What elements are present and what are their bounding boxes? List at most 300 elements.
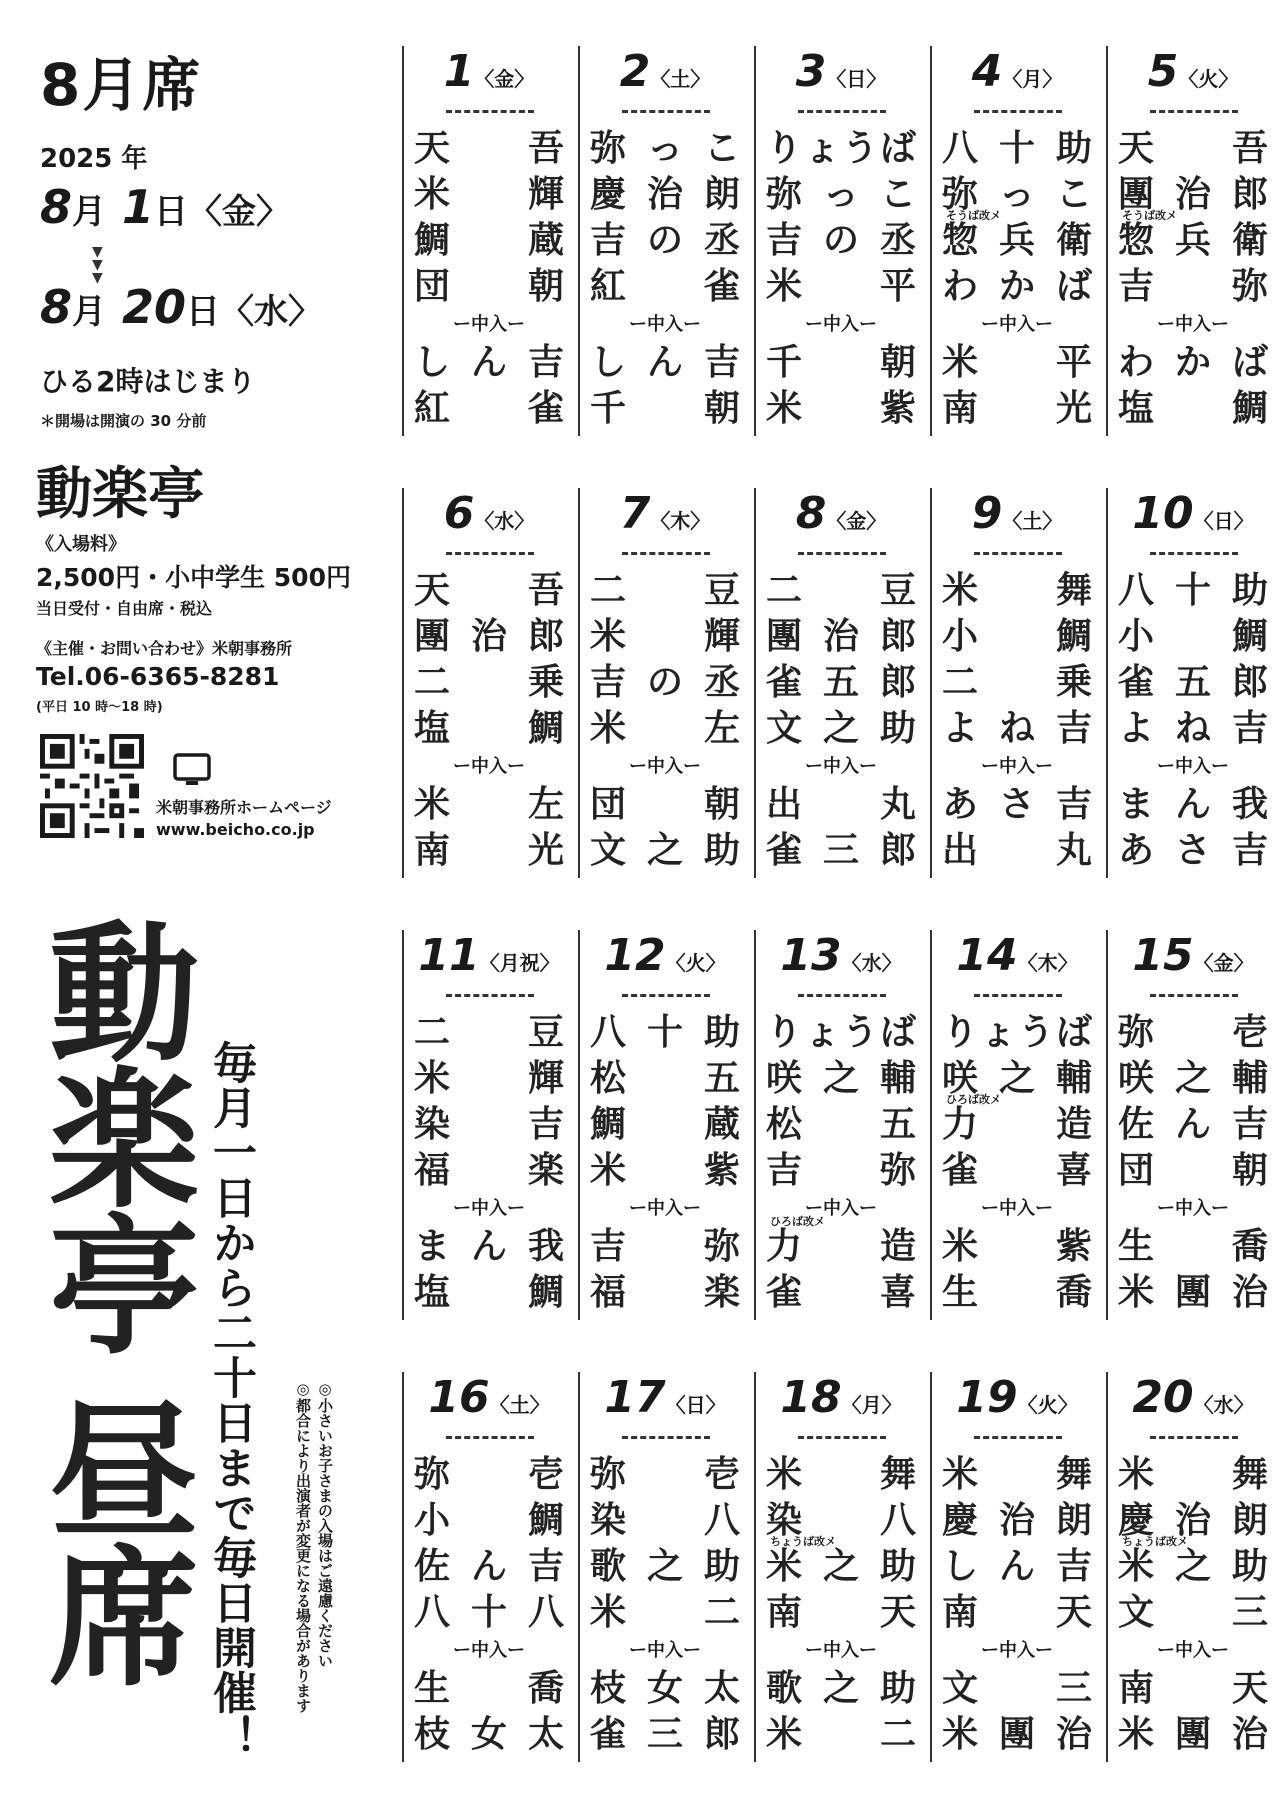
day-divider [798, 552, 886, 555]
performer-name: 米 左 [590, 708, 740, 749]
day-number: 18 [780, 1372, 842, 1423]
performer-name: 松 五 [590, 1058, 740, 1099]
performer-name: 団 朝 [590, 784, 740, 825]
performer-row [1118, 126, 1268, 172]
performer-row [414, 1056, 564, 1102]
intermission-label: ー中入ー [453, 1198, 525, 1219]
performer-name: 力 造 [766, 1226, 916, 1267]
performer-name: 生 喬 [414, 1668, 564, 1709]
performer-name: 千 朝 [766, 342, 916, 383]
day-header [932, 1372, 1102, 1423]
performer-name: 米 舞 [766, 1454, 916, 1495]
performer-row [1118, 1590, 1268, 1636]
performer-name: 天 吾 [414, 570, 564, 611]
performer-row [590, 706, 740, 752]
performer-name: 米 紫 [766, 388, 916, 429]
performer-name: 弥 っ こ [942, 174, 1092, 215]
performer-name: 紅 雀 [414, 388, 564, 429]
performer-row [1118, 1666, 1268, 1712]
performer-list [942, 568, 1092, 874]
intermission-label: ー中入ー [1157, 756, 1229, 777]
performer-name: 雀 喜 [942, 1150, 1092, 1191]
performer-name: 小 鯛 [414, 1500, 564, 1541]
former-name-note: ちょうば改メ [770, 1535, 836, 1548]
day-divider [798, 1436, 886, 1439]
performer-list [1118, 1452, 1268, 1758]
performer-row [942, 1666, 1092, 1712]
performer-row [1118, 386, 1268, 432]
fee-note: 当日受付・自由席・税込 [36, 599, 213, 618]
day-header [404, 1372, 574, 1423]
performer-name: 米 左 [414, 784, 564, 825]
performer-name: 雀 三 郎 [766, 830, 916, 871]
performer-name: 雀 三 郎 [590, 1714, 740, 1755]
homepage-info [156, 797, 332, 841]
performer-name: 南 天 [1118, 1668, 1268, 1709]
performer-name: よ ね 吉 [942, 708, 1092, 749]
performer-name: 小 鯛 [942, 616, 1092, 657]
notes [286, 1380, 336, 1713]
performer-name: 弥 壱 [1118, 1012, 1268, 1053]
former-name-note: そうば改メ [1122, 209, 1177, 222]
day-number: 7 [619, 488, 651, 539]
performer-row [766, 1452, 916, 1498]
day-card [402, 930, 574, 1320]
performer-row [590, 1224, 740, 1270]
day-header [756, 488, 926, 539]
day-number: 2 [619, 46, 651, 97]
performer-name: 南 光 [414, 830, 564, 871]
performer-row [590, 340, 740, 386]
day-number: 19 [956, 1372, 1018, 1423]
performer-name: わ か ば [942, 266, 1092, 307]
day-weekday: 〈金〉 [1193, 951, 1254, 975]
intermission-label: ー中入ー [453, 756, 525, 777]
performer-row [590, 386, 740, 432]
day-card [402, 488, 574, 878]
performer-row [766, 1102, 916, 1148]
performer-name: ま ん 我 [1118, 784, 1268, 825]
performer-row [414, 1224, 564, 1270]
performer-name: 慶 治 朗 [590, 174, 740, 215]
performer-row [766, 1535, 916, 1590]
performer-name: 二 豆 [766, 570, 916, 611]
performer-name: り ょ う ば [942, 1012, 1092, 1053]
door-note: ＊開場は開演の 30 分前 [40, 412, 207, 430]
qr-code-icon[interactable] [40, 734, 144, 838]
performer-row [766, 126, 916, 172]
performer-name: 米 團 治 [1118, 1714, 1268, 1755]
performer-row [942, 264, 1092, 310]
performer-row [1118, 1224, 1268, 1270]
intermission-label: ー中入ー [629, 1640, 701, 1661]
intermission-label: ー中入ー [805, 314, 877, 335]
performer-name: 米 平 [766, 266, 916, 307]
intermission-label: ー中入ー [629, 1198, 701, 1219]
performer-list [1118, 126, 1268, 432]
performer-name: 雀 喜 [766, 1272, 916, 1313]
performer-list [766, 1010, 916, 1316]
performer-row [766, 1590, 916, 1636]
year: 2025 年 [40, 144, 148, 174]
performer-row [414, 340, 564, 386]
performer-row [414, 126, 564, 172]
performer-name: 米 紫 [590, 1150, 740, 1191]
day-weekday: 〈火〉 [1017, 1393, 1078, 1417]
performer-name: 弥 っ こ [590, 128, 740, 169]
former-name-note: ちょうば改メ [1122, 1535, 1188, 1548]
performer-name: 吉 弥 [766, 1150, 916, 1191]
performer-name: 慶 治 朗 [942, 1500, 1092, 1541]
performer-name: 南 天 [766, 1592, 916, 1633]
performer-row [414, 1452, 564, 1498]
intermission-label: ー中入ー [805, 1640, 877, 1661]
intermission-label: ー中入ー [629, 314, 701, 335]
performer-row [766, 614, 916, 660]
day-number: 11 [418, 930, 480, 981]
performer-list [942, 126, 1092, 432]
performer-list [942, 1452, 1092, 1758]
day-number: 14 [956, 930, 1018, 981]
day-divider [622, 1436, 710, 1439]
performer-name: 吉 弥 [1118, 266, 1268, 307]
performer-name: 団 朝 [414, 266, 564, 307]
performer-name: 南 天 [942, 1592, 1092, 1633]
daily-schedule-title: 毎月一日から二十日まで毎日開催！ [205, 1040, 256, 1760]
day-divider [446, 552, 534, 555]
day-header [756, 1372, 926, 1423]
performer-row [414, 1148, 564, 1194]
performer-name: 歌 之 助 [590, 1546, 740, 1587]
day-weekday: 〈水〉 [841, 951, 902, 975]
day-header [932, 488, 1102, 539]
day-header [580, 930, 750, 981]
performer-name: あ さ 吉 [1118, 830, 1268, 871]
performer-list [1118, 1010, 1268, 1316]
day-header [932, 46, 1102, 97]
day-weekday: 〈日〉 [826, 67, 887, 91]
performer-list [1118, 568, 1268, 874]
day-number: 5 [1147, 46, 1179, 97]
day-number: 1 [443, 46, 475, 97]
performer-name: 八 十 助 [590, 1012, 740, 1053]
performer-row [1118, 706, 1268, 752]
former-name-note: そうば改メ [946, 209, 1001, 222]
day-card [1106, 488, 1278, 878]
performer-row [766, 386, 916, 432]
note-changes: ◎都合により出演者が変更になる場合があります [294, 1380, 312, 1713]
performer-name: 染 吉 [414, 1104, 564, 1145]
performer-row [590, 614, 740, 660]
performer-name: 米 舞 [1118, 1454, 1268, 1495]
day-card [754, 1372, 926, 1762]
intermission-label: ー中入ー [805, 756, 877, 777]
performer-name: 雀 五 郎 [766, 662, 916, 703]
performer-name: 弥 壱 [414, 1454, 564, 1495]
day-card [930, 1372, 1102, 1762]
performer-row [590, 1010, 740, 1056]
performer-name: 文 之 助 [766, 708, 916, 749]
homepage-label: 米朝事務所ホームページ [156, 798, 332, 817]
day-weekday: 〈火〉 [665, 951, 726, 975]
day-header [1108, 930, 1278, 981]
performer-row [414, 660, 564, 706]
performer-name: 塩 鯛 [414, 1272, 564, 1313]
tel: Tel.06-6365-8281 [36, 662, 280, 691]
performer-list [590, 126, 740, 432]
organizer: 《主催・お問い合わせ》米朝事務所 [36, 639, 293, 658]
performer-row [942, 1270, 1092, 1316]
day-header [1108, 488, 1278, 539]
performer-name: 二 豆 [590, 570, 740, 611]
intermission-label: ー中入ー [981, 1198, 1053, 1219]
performer-name: 染 八 [590, 1500, 740, 1541]
performer-row [1118, 782, 1268, 828]
performer-name: 吉 の 丞 [766, 220, 916, 261]
performer-list [766, 126, 916, 432]
day-weekday: 〈金〉 [826, 509, 887, 533]
performer-row [1118, 1535, 1268, 1590]
performer-row [766, 340, 916, 386]
performer-row [414, 828, 564, 874]
day-header [932, 930, 1102, 981]
performer-row [414, 1498, 564, 1544]
performer-name: 生 喬 [1118, 1226, 1268, 1267]
performer-name: 咲 之 輔 [1118, 1058, 1268, 1099]
performer-row [590, 1452, 740, 1498]
day-weekday: 〈土〉 [650, 67, 711, 91]
performer-name: 弥 っ こ [766, 174, 916, 215]
day-header [580, 1372, 750, 1423]
former-name-note: ひろば改メ [770, 1215, 825, 1228]
performer-name: 松 五 [766, 1104, 916, 1145]
performer-list [766, 568, 916, 874]
performer-row [942, 209, 1092, 264]
performer-row [414, 1544, 564, 1590]
performer-name: 雀 五 郎 [1118, 662, 1268, 703]
performer-row [766, 660, 916, 706]
day-weekday: 〈月祝〉 [479, 951, 560, 975]
performer-list [590, 1452, 740, 1758]
performer-name: ま ん 我 [414, 1226, 564, 1267]
day-card [930, 930, 1102, 1320]
performer-name: 米 輝 [590, 616, 740, 657]
homepage-link[interactable]: www.beicho.co.jp [156, 820, 315, 839]
day-card [1106, 46, 1278, 436]
performer-name: 團 治 郎 [766, 616, 916, 657]
day-weekday: 〈日〉 [665, 1393, 726, 1417]
day-divider [974, 110, 1062, 113]
day-header [756, 930, 926, 981]
performer-row [1118, 209, 1268, 264]
performer-row [766, 706, 916, 752]
performer-row [1118, 568, 1268, 614]
day-card [930, 46, 1102, 436]
performer-row [590, 172, 740, 218]
day-header [580, 488, 750, 539]
performer-name: 力 造 [942, 1104, 1092, 1145]
intermission-label: ー中入ー [981, 314, 1053, 335]
performer-name: 福 楽 [590, 1272, 740, 1313]
day-header [1108, 1372, 1278, 1423]
performer-row [1118, 1712, 1268, 1758]
performer-name: 米 之 助 [766, 1546, 916, 1587]
day-number: 17 [604, 1372, 666, 1423]
day-weekday: 〈月〉 [841, 1393, 902, 1417]
performer-row [590, 568, 740, 614]
performer-name: 枝 女 太 [414, 1714, 564, 1755]
performer-row [414, 614, 564, 660]
day-card [578, 46, 750, 436]
performer-row [942, 706, 1092, 752]
down-arrows-icon: ▼ ▼ ▼ [92, 244, 103, 286]
day-card [754, 930, 926, 1320]
performer-row [414, 218, 564, 264]
day-number: 10 [1132, 488, 1194, 539]
performer-row [414, 172, 564, 218]
day-header [1108, 46, 1278, 97]
performer-name: 文 三 [1118, 1592, 1268, 1633]
day-divider [798, 994, 886, 997]
day-weekday: 〈火〉 [1178, 67, 1239, 91]
intermission-label: ー中入ー [981, 756, 1053, 777]
day-weekday: 〈水〉 [474, 509, 535, 533]
performer-row [590, 1056, 740, 1102]
day-card [402, 46, 574, 436]
performer-row [590, 1666, 740, 1712]
day-divider [1150, 110, 1238, 113]
performer-row [414, 782, 564, 828]
day-number: 16 [428, 1372, 490, 1423]
day-card [754, 488, 926, 878]
intermission-label: ー中入ー [629, 756, 701, 777]
performer-row [1118, 264, 1268, 310]
performer-name: よ ね 吉 [1118, 708, 1268, 749]
performer-list [414, 1010, 564, 1316]
performer-name: 米 團 治 [1118, 1272, 1268, 1313]
performer-name: 米 舞 [942, 570, 1092, 611]
performer-row [766, 1148, 916, 1194]
performer-name: 文 之 助 [590, 830, 740, 871]
performer-name: 佐 ん 吉 [1118, 1104, 1268, 1145]
day-divider [446, 994, 534, 997]
performer-name: 米 輝 [414, 1058, 564, 1099]
performer-list [414, 568, 564, 874]
performer-row [590, 264, 740, 310]
performer-row [1118, 1010, 1268, 1056]
performer-row [942, 828, 1092, 874]
performer-row [1118, 340, 1268, 386]
performer-row [942, 1010, 1092, 1056]
performer-name: 文 三 [942, 1668, 1092, 1709]
day-header [404, 488, 574, 539]
performer-name: 米 輝 [414, 174, 564, 215]
day-header [580, 46, 750, 97]
info-panel [0, 0, 400, 1809]
performer-row [414, 706, 564, 752]
day-number: 12 [604, 930, 666, 981]
performer-name: 出 丸 [942, 830, 1092, 871]
day-card [1106, 930, 1278, 1320]
performer-name: 吉 弥 [590, 1226, 740, 1267]
day-header [404, 46, 574, 97]
former-name-note: ひろば改メ [946, 1093, 1001, 1106]
day-card [754, 46, 926, 436]
day-card [930, 488, 1102, 878]
performer-row [766, 568, 916, 614]
performer-row [590, 1712, 740, 1758]
day-divider [622, 552, 710, 555]
performer-name: 小 鯛 [1118, 616, 1268, 657]
intermission-label: ー中入ー [805, 1198, 877, 1219]
intermission-label: ー中入ー [1157, 1640, 1229, 1661]
day-header [404, 930, 574, 981]
intermission-label: ー中入ー [453, 314, 525, 335]
day-card [578, 1372, 750, 1762]
performer-row [942, 1452, 1092, 1498]
performer-row [766, 1666, 916, 1712]
day-divider [1150, 1436, 1238, 1439]
month-title: 8月席 [40, 51, 203, 119]
performer-row [766, 828, 916, 874]
fee: 2,500円・小中学生 500円 [36, 563, 351, 592]
performer-row [590, 1148, 740, 1194]
day-card [1106, 1372, 1278, 1762]
performer-name: り ょ う ば [766, 1012, 916, 1053]
performer-name: 惣 兵 衛 [942, 220, 1092, 261]
day-card [402, 1372, 574, 1762]
day-weekday: 〈月〉 [1002, 67, 1063, 91]
performer-name: 団 朝 [1118, 1150, 1268, 1191]
day-divider [974, 552, 1062, 555]
performer-name: わ か ば [1118, 342, 1268, 383]
performer-name: 福 楽 [414, 1150, 564, 1191]
end-date: 8月 20日〈水〉 [40, 280, 323, 334]
performer-name: 米 紫 [942, 1226, 1092, 1267]
performer-name: 塩 鯛 [1118, 388, 1268, 429]
day-number: 15 [1132, 930, 1194, 981]
venue-name: 動楽亭 [36, 462, 204, 527]
performer-name: 咲 之 輔 [766, 1058, 916, 1099]
performer-name: 天 吾 [1118, 128, 1268, 169]
performer-name: り ょ う ば [766, 128, 916, 169]
performer-row [590, 1544, 740, 1590]
day-header [756, 46, 926, 97]
performer-row [590, 218, 740, 264]
performer-row [942, 782, 1092, 828]
performer-name: 歌 之 助 [766, 1668, 916, 1709]
performer-row [590, 1590, 740, 1636]
big-title: 動楽亭昼席 [23, 915, 197, 1685]
performer-row [942, 660, 1092, 706]
performer-row [942, 1590, 1092, 1636]
day-divider [1150, 994, 1238, 997]
performer-row [414, 1590, 564, 1636]
performer-name: 八 十 八 [414, 1592, 564, 1633]
performer-row [590, 126, 740, 172]
performer-name: 八 十 助 [1118, 570, 1268, 611]
performer-row [766, 172, 916, 218]
performer-row [414, 1666, 564, 1712]
intermission-label: ー中入ー [1157, 314, 1229, 335]
performer-name: 紅 雀 [590, 266, 740, 307]
performer-row [942, 1498, 1092, 1544]
day-number: 13 [780, 930, 842, 981]
performer-name: 慶 治 朗 [1118, 1500, 1268, 1541]
day-divider [974, 1436, 1062, 1439]
performer-row [942, 568, 1092, 614]
performer-list [766, 1452, 916, 1758]
